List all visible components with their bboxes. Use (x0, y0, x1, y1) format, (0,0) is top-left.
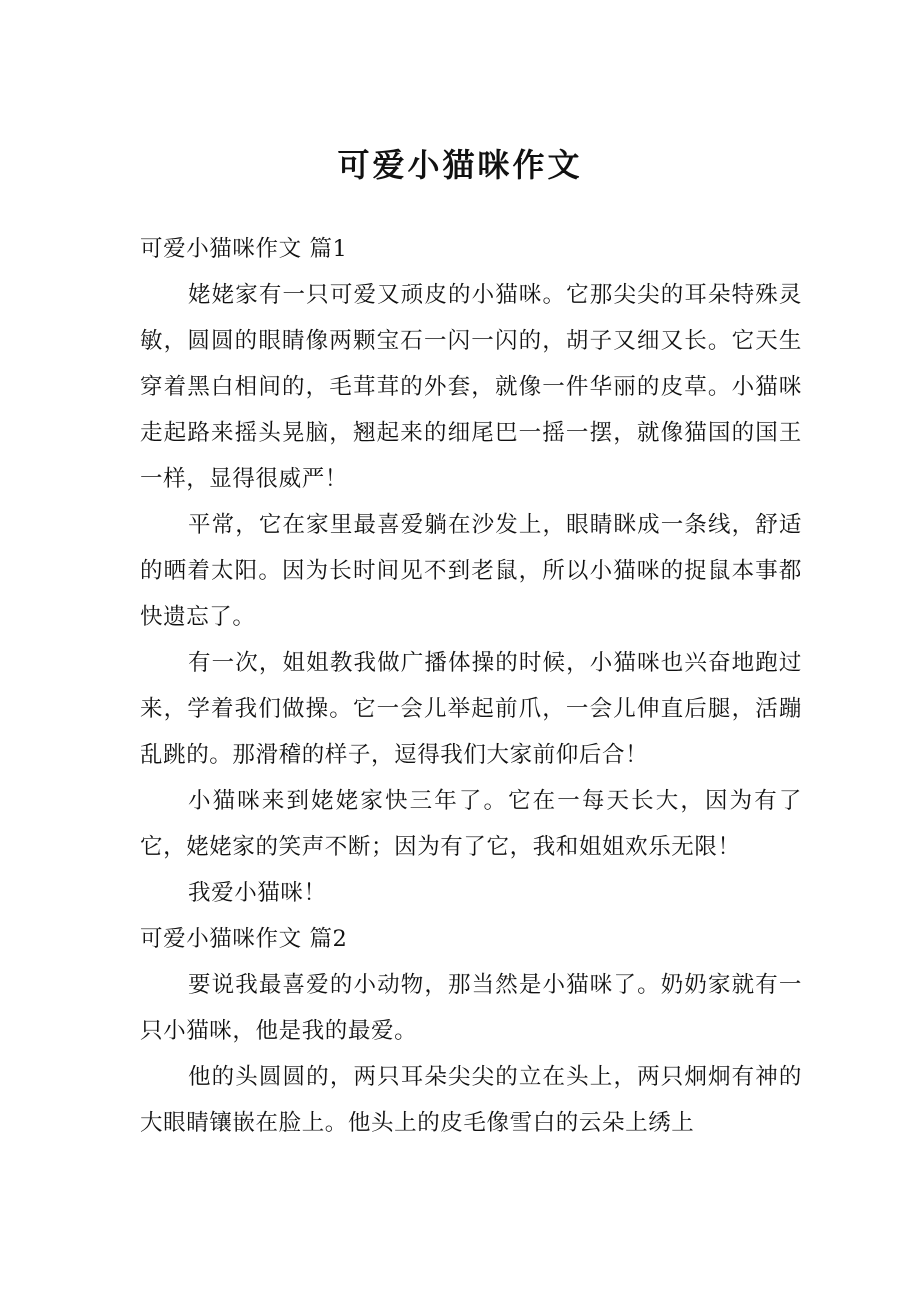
paragraph: 小猫咪来到姥姥家快三年了。它在一每天长大，因为有了它，姥姥家的笑声不断；因为有了它，我和姐姐欢乐无限！ (140, 788, 802, 860)
paragraph: 平常，它在家里最喜爱躺在沙发上，眼睛眯成一条线，舒适的晒着太阳。因为长时间见不到老鼠，所以小猫咪的捉鼠本事都快遗忘了。 (140, 512, 802, 630)
paragraph: 我爱小猫咪！ (188, 880, 327, 906)
page-title: 可爱小猫咪作文 (337, 146, 583, 184)
essay-section-2 (140, 916, 802, 1146)
section-heading: 可爱小猫咪作文 篇1 (140, 236, 348, 262)
paragraph: 有一次，姐姐教我做广播体操的时候，小猫咪也兴奋地跑过来，学着我们做操。它一会儿举起前爪，一会儿伸直后腿，活蹦乱跳的。那滑稽的样子，逗得我们大家前仰后合！ (140, 650, 802, 768)
paragraph: 他的头圆圆的，两只耳朵尖尖的立在头上，两只炯炯有神的大眼睛镶嵌在脸上。他头上的皮毛像雪白的云朵上绣上 (140, 1064, 802, 1136)
paragraph: 要说我最喜爱的小动物，那当然是小猫咪了。奶奶家就有一只小猫咪，他是我的最爱。 (140, 972, 802, 1044)
document-body (140, 226, 802, 1146)
paragraph: 姥姥家有一只可爱又顽皮的小猫咪。它那尖尖的耳朵特殊灵敏，圆圆的眼睛像两颗宝石一闪一闪的，胡子又细又长。它天生穿着黑白相间的，毛茸茸的外套，就像一件华丽的皮草。小猫咪走起路来摇头晃脑，翘起来的细尾巴一摇一摆，就像猫国的国王一样，显得很威严！ (140, 282, 802, 492)
section-heading: 可爱小猫咪作文 篇2 (140, 926, 348, 952)
essay-section-1 (140, 226, 802, 916)
